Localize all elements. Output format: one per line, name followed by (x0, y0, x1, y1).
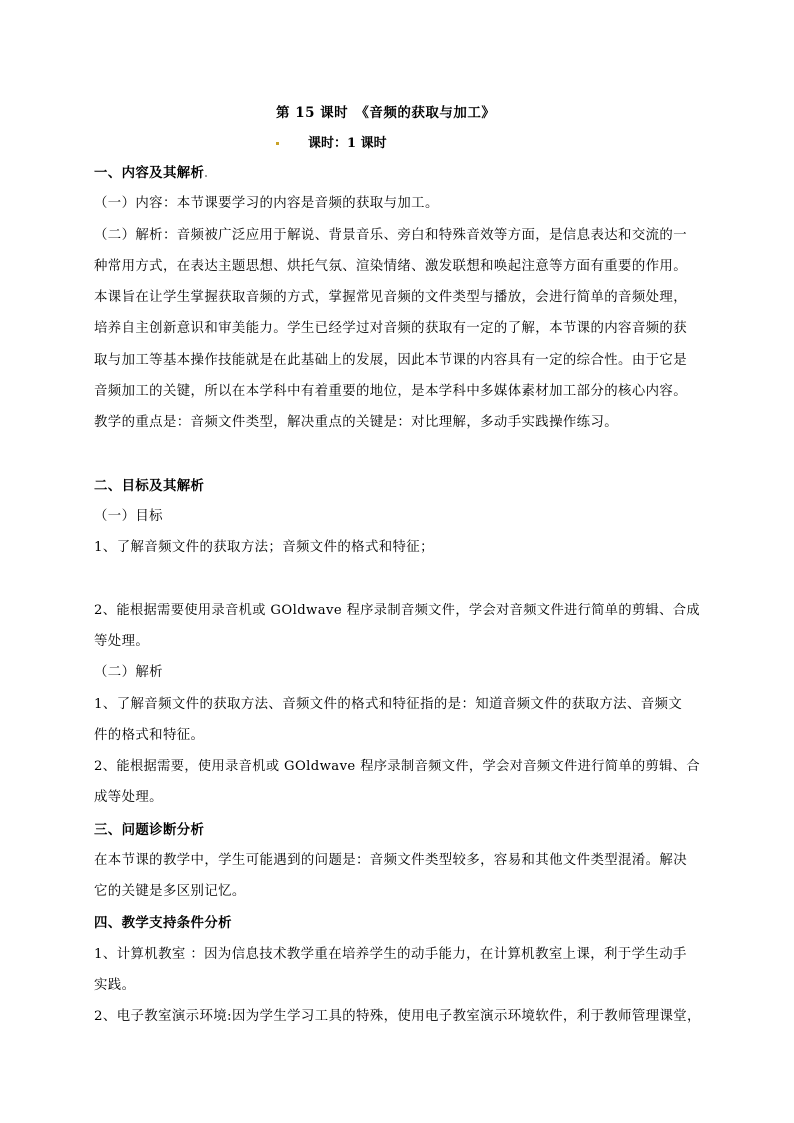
paragraph-line: 教学的重点是：音频文件类型，解决重点的关键是：对比理解，多动手实践操作练习。 (94, 415, 619, 430)
paragraph-line: 音频加工的关键，所以在本学科中有着重要的地位，是本学科中多媒体素材加工部分的核心内容。 (94, 384, 687, 399)
paragraph-line: 等处理。 (94, 634, 150, 649)
section-heading-4: 四、教学支持条件分析 (94, 915, 232, 931)
lesson-duration: 课时：1 课时 (308, 136, 387, 151)
paragraph-line: 1、了解音频文件的获取方法、音频文件的格式和特征指的是：知道音频文件的获取方法、音频文 (94, 697, 683, 712)
page-title: 第 15 课时 《音频的获取与加工》 (276, 105, 496, 121)
bullet-dot (276, 142, 279, 145)
section-heading-2: 二、目标及其解析 (94, 478, 205, 494)
stray-mark (205, 175, 207, 177)
paragraph-line: 实践。 (94, 978, 136, 993)
paragraph-line: 2、电子教室演示环境:因为学生学习工具的特殊，使用电子教室演示环境软件，利于教师管理课堂， (94, 1009, 701, 1024)
paragraph-line: 件的格式和特征。 (94, 728, 205, 743)
paragraph-line: 培养自主创新意识和审美能力。学生已经学过对音频的获取有一定的了解，本节课的内容音频的获 (94, 321, 687, 336)
section-heading-3: 三、问题诊断分析 (94, 822, 205, 838)
paragraph-line: 成等处理。 (94, 790, 163, 805)
subheading: （一）目标 (94, 509, 163, 524)
paragraph-line: 取与加工等基本操作技能就是在此基础上的发展，因此本节课的内容具有一定的综合性。由于它是 (94, 353, 687, 368)
paragraph-line: 本课旨在让学生掌握获取音频的方式，掌握常见音频的文件类型与播放，会进行简单的音频处理， (94, 290, 687, 305)
paragraph-line: （一）内容：本节课要学习的内容是音频的获取与加工。 (94, 196, 439, 211)
paragraph-line: 1、计算机教室 ：因为信息技术教学重在培养学生的动手能力，在计算机教室上课，利于学生动手 (94, 947, 687, 962)
paragraph-line: （二）解析：音频被广泛应用于解说、背景音乐、旁白和特殊音效等方面，是信息表达和交流的一 (94, 228, 687, 243)
paragraph-line: 2、能根据需要使用录音机或 GOldwave 程序录制音频文件，学会对音频文件进行简单的剪辑、合成 (94, 603, 700, 618)
section-heading-1: 一、内容及其解析 (94, 164, 706, 182)
paragraph-line: 种常用方式，在表达主题思想、烘托气氛、渲染情绪、激发联想和唤起注意等方面有重要的作用。 (94, 259, 687, 274)
subheading: （二）解析 (94, 665, 163, 680)
paragraph-line: 2、能根据需要，使用录音机或 GOldwave 程序录制音频文件，学会对音频文件进行简单的剪辑、合 (94, 759, 700, 774)
paragraph-line: 1、了解音频文件的获取方法；音频文件的格式和特征； (94, 540, 434, 555)
paragraph-line: 在本节课的教学中，学生可能遇到的问题是：音频文件类型较多，容易和其他文件类型混淆。解决 (94, 853, 687, 868)
paragraph-line: 它的关键是多区别记忆。 (94, 884, 246, 899)
